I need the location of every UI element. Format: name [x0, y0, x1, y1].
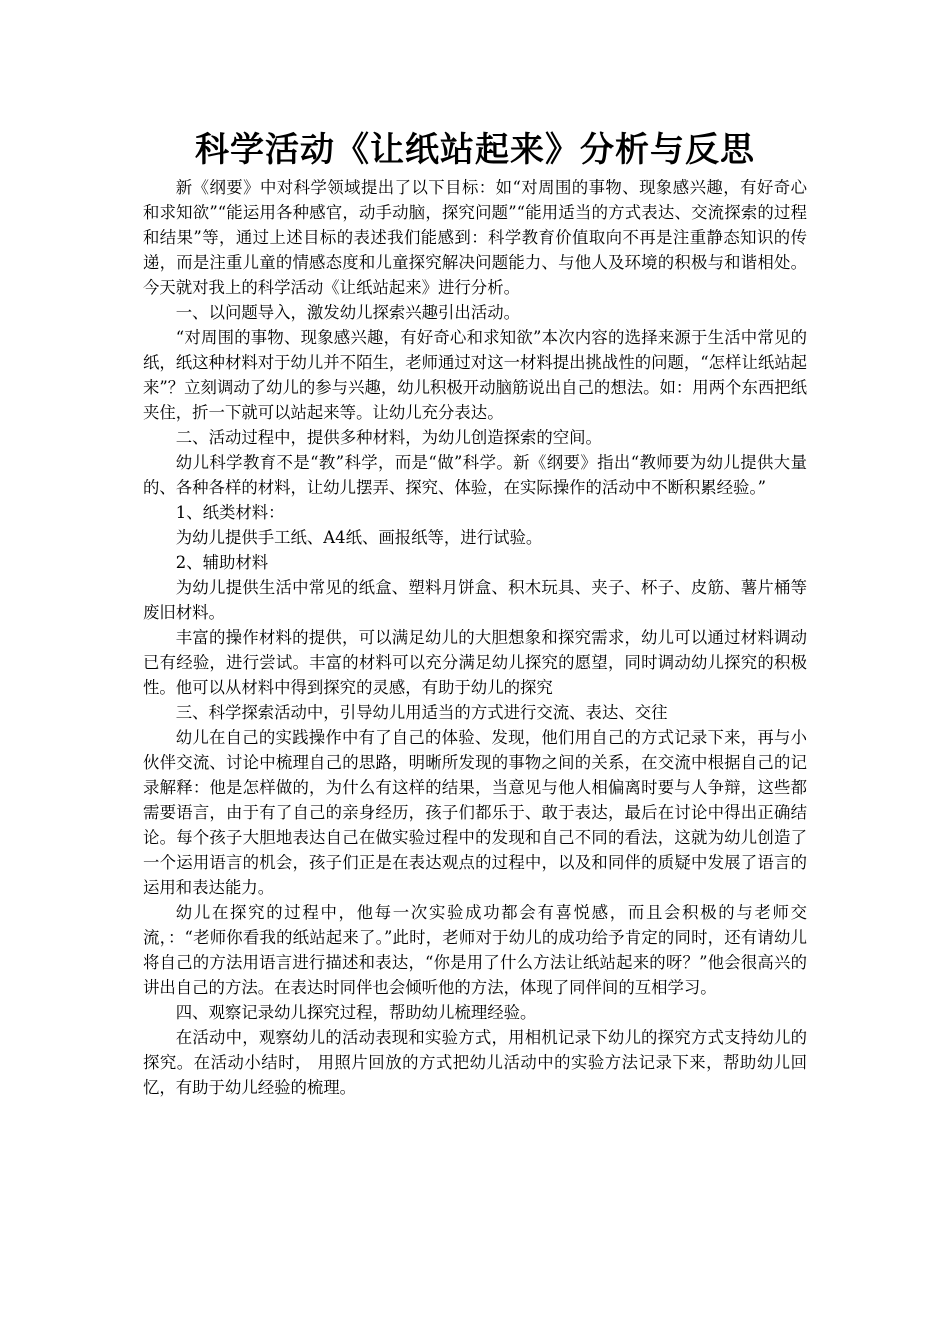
document-page [143, 125, 807, 1100]
paragraph-intro: 新《纲要》中对科学领域提出了以下目标：如“对周围的事物、现象感兴趣，有好奇心和求知欲”“能运用各种感官，动手动脑，探究问题”“能用适当的方式表达、交流探索的过程和结果”等，通过上述目标的表述我们能感到：科学教育价值取向不再是注重静态知识的传递，而是注重儿童的情感态度和儿童探究解决问题能力、与他人及环境的积极与和谐相处。今天就对我上的科学活动《让纸站起来》进行分析。 [143, 178, 807, 297]
subheading-auxiliary-materials: 2、辅助材料 [175, 553, 269, 572]
subheading-paper-materials: 1、纸类材料： [175, 503, 285, 522]
paragraph-section-4: 在活动中，观察幼儿的活动表现和实验方式，用相机记录下幼儿的探究方式支持幼儿的探究。在活动小结时， 用照片回放的方式把幼儿活动中的实验方法记录下来，帮助幼儿回忆，有助于幼儿经验的梳理。 [143, 1028, 807, 1097]
section-heading-1: 一、以问题导入，激发幼儿探索兴趣引出活动。 [175, 303, 520, 322]
paragraph-section-1: “对周围的事物、现象感兴趣，有好奇心和求知欲”本次内容的选择来源于生活中常见的纸，纸这种材料对于幼儿并不陌生，老师通过对这一材料提出挑战性的问题，“怎样让纸站起来”？立刻调动了幼儿的参与兴趣，幼儿积极开动脑筋说出自己的想法。如：用两个东西把纸夹住，折一下就可以站起来等。让幼儿充分表达。 [143, 328, 808, 422]
paragraph-section-2: 幼儿科学教育不是“教”科学，而是“做”科学。新《纲要》指出“教师要为幼儿提供大量的、各种各样的材料，让幼儿摆弄、探究、体验，在实际操作的活动中不断积累经验。” [143, 453, 807, 497]
section-heading-3: 三、科学探索活动中，引导幼儿用适当的方式进行交流、表达、交往 [175, 703, 668, 722]
paragraph-paper-materials: 为幼儿提供手工纸、A4纸、画报纸等，进行试验。 [175, 528, 543, 547]
paragraph-section-3: 幼儿在自己的实践操作中有了自己的体验、发现，他们用自己的方式记录下来，再与小伙伴交流、讨论中梳理自己的思路，明晰所发现的事物之间的关系，在交流中根据自己的记录解释：他是怎样做的，为什么有这样的结果，当意见与他人相偏离时要与人争辩，这些都需要语言，由于有了自己的亲身经历，孩子们都乐于、敢于表达，最后在讨论中得出正确结论。每个孩子大胆地表达自己在做实验过程中的发现和自己不同的看法，这就为幼儿创造了一个运用语言的机会，孩子们正是在表达观点的过程中，以及和同伴的质疑中发展了语言的运用和表达能力。 [143, 728, 807, 897]
paragraph-auxiliary-materials: 为幼儿提供生活中常见的纸盒、塑料月饼盒、积木玩具、夹子、杯子、皮筋、薯片桶等废旧材料。 [143, 578, 807, 622]
section-heading-2: 二、活动过程中，提供多种材料，为幼儿创造探索的空间。 [175, 428, 602, 447]
paragraph-materials-benefit: 丰富的操作材料的提供，可以满足幼儿的大胆想象和探究需求，幼儿可以通过材料调动已有经验，进行尝试。丰富的材料可以充分满足幼儿探究的愿望，同时调动幼儿探究的积极性。他可以从材料中得到探究的灵感，有助于幼儿的探究 [143, 628, 807, 697]
section-heading-4: 四、观察记录幼儿探究过程，帮助幼儿梳理经验。 [175, 1003, 537, 1022]
document-title: 科学活动《让纸站起来》分析与反思 [195, 130, 755, 170]
paragraph-peer-learning: 幼儿在探究的过程中，他每一次实验成功都会有喜悦感，而且会积极的与老师交流，：“老师你看我的纸站起来了。”此时，老师对于幼儿的成功给予肯定的同时，还有请幼儿将自己的方法用语言进行描述和表达，“你是用了什么方法让纸站起来的呀？”他会很高兴的讲出自己的方法。在表达时同伴也会倾听他的方法，体现了同伴间的互相学习。 [143, 903, 807, 997]
